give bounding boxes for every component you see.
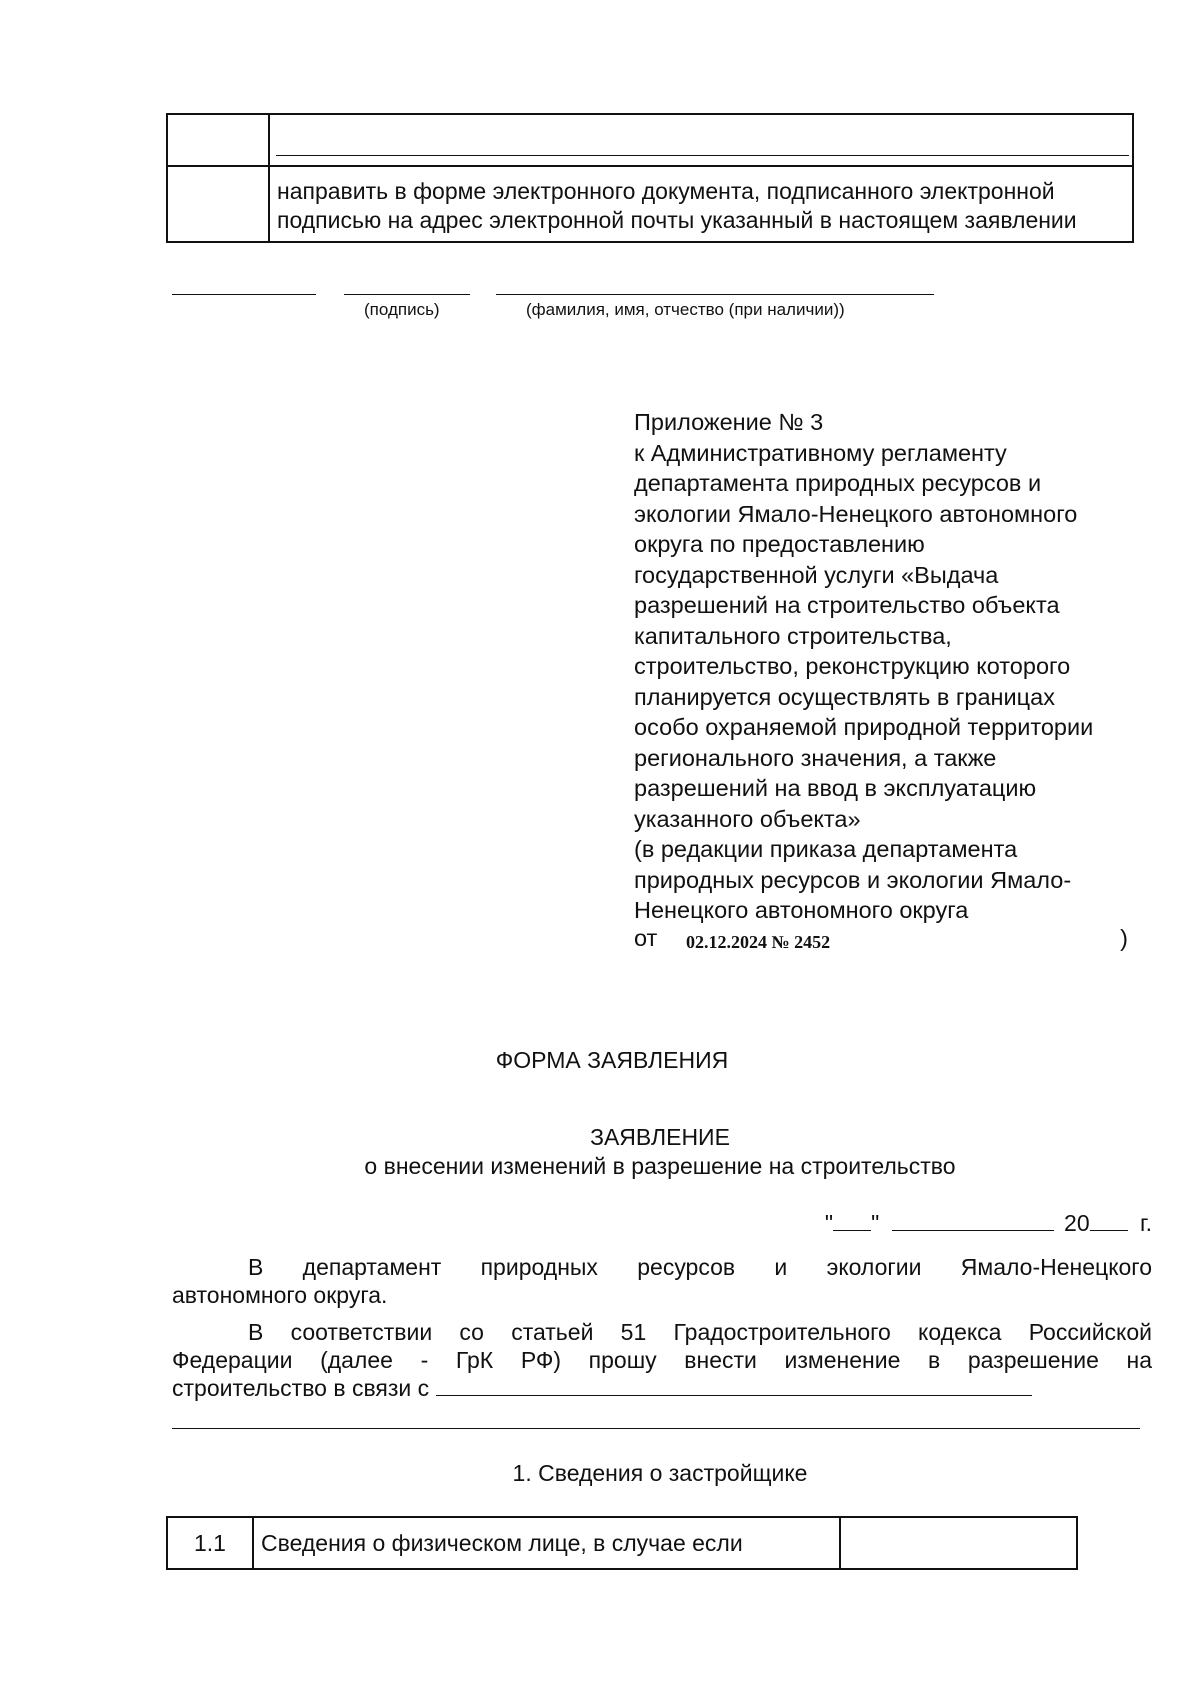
appendix-line: экологии Ямало-Ненецкого автономного [634, 500, 1078, 527]
row-value-field[interactable] [840, 1517, 1077, 1569]
paragraph-line [172, 1374, 1152, 1402]
year-suffix: г. [1140, 1210, 1152, 1236]
appendix-line: строительство, реконструкцию которого [634, 653, 1071, 679]
appendix-line: регионального значения, а также [634, 744, 997, 771]
appendix-line: разрешений на ввод в эксплуатацию [634, 775, 1037, 801]
option-text-line: направить в форме электронного документа, подписанного электронной [277, 178, 1055, 204]
month-field[interactable] [892, 1210, 1054, 1231]
paragraph-line: В соответствии со статьей 51 Градостроительного кодекса Российской [248, 1319, 1152, 1345]
paragraph-line: Федерации (далее - ГрК РФ) прошу внести изменение в разрешение на [172, 1347, 1152, 1373]
order-prefix: от [634, 925, 658, 951]
reason-label: строительство в связи с [172, 1375, 430, 1401]
appendix-line: капитального строительства, [634, 622, 952, 649]
full-name-line[interactable] [496, 294, 934, 295]
date-open-quote: " [824, 1210, 834, 1236]
appendix-line: указанного объекта» [634, 805, 861, 832]
appendix-line: департамента природных ресурсов и [634, 470, 1042, 496]
signature-line[interactable] [344, 294, 470, 295]
blank-field-cell[interactable] [269, 114, 1133, 166]
appendix-line: (в редакции приказа департамента [634, 836, 1018, 862]
day-field[interactable] [833, 1210, 871, 1231]
developer-info-table [166, 1516, 1078, 1570]
appendix-header [634, 407, 1174, 926]
reason-continuation-line[interactable] [172, 1428, 1140, 1429]
body-paragraph-1 [172, 1253, 1152, 1309]
statement-title: ЗАЯВЛЕНИЕ [590, 1124, 730, 1150]
year-prefix: 20 [1064, 1210, 1090, 1236]
date-line [825, 1209, 1152, 1237]
appendix-line: разрешений на строительство объекта [634, 592, 1060, 618]
checkbox-cell[interactable] [167, 114, 269, 166]
appendix-line: к Административному регламенту [634, 439, 1007, 466]
table-row [167, 166, 1133, 242]
order-number-stamp: 02.12.2024 № 2452 [686, 932, 831, 952]
reason-field[interactable] [436, 1375, 1032, 1396]
paragraph-line: В департамент природных ресурсов и экологии Ямало-Ненецкого [248, 1254, 1152, 1280]
appendix-line: особо охраняемой природной территории [634, 714, 1094, 740]
signature-caption: (подпись) [364, 300, 440, 319]
checkbox-cell[interactable] [167, 166, 269, 242]
paragraph-line: автономного округа. [172, 1282, 388, 1308]
table-row [167, 1517, 1077, 1569]
order-reference [634, 923, 1128, 953]
appendix-line: государственной услуги «Выдача [634, 561, 999, 588]
option-cell [269, 166, 1133, 242]
body-paragraph-2 [172, 1318, 1152, 1402]
year-field[interactable] [1090, 1210, 1128, 1231]
appendix-line: округа по предоставлению [634, 531, 925, 557]
table-row [167, 114, 1133, 166]
statement-subtitle: о внесении изменений в разрешение на строительство [364, 1153, 956, 1179]
appendix-line: природных ресурсов и экологии Ямало- [634, 866, 1072, 893]
row-number: 1.1 [167, 1517, 253, 1569]
appendix-line: Ненецкого автономного округа [634, 897, 969, 923]
appendix-line: планируется осуществлять в границах [634, 683, 1055, 710]
appendix-line: Приложение № 3 [634, 409, 824, 435]
date-close-quote: " [871, 1210, 880, 1236]
full-name-caption: (фамилия, имя, отчество (при наличии)) [526, 300, 845, 319]
form-title: ФОРМА ЗАЯВЛЕНИЯ [495, 1047, 729, 1073]
fill-in-line [276, 155, 1129, 156]
order-close-paren: ) [1120, 925, 1128, 951]
section-title: 1. Сведения о застройщике [512, 1460, 808, 1486]
date-signature-line[interactable] [172, 294, 316, 295]
option-text-line: подписью на адрес электронной почты указанный в настоящем заявлении [277, 207, 1077, 233]
row-label: Сведения о физическом лице, в случае если [253, 1517, 840, 1569]
delivery-method-table [166, 113, 1134, 243]
